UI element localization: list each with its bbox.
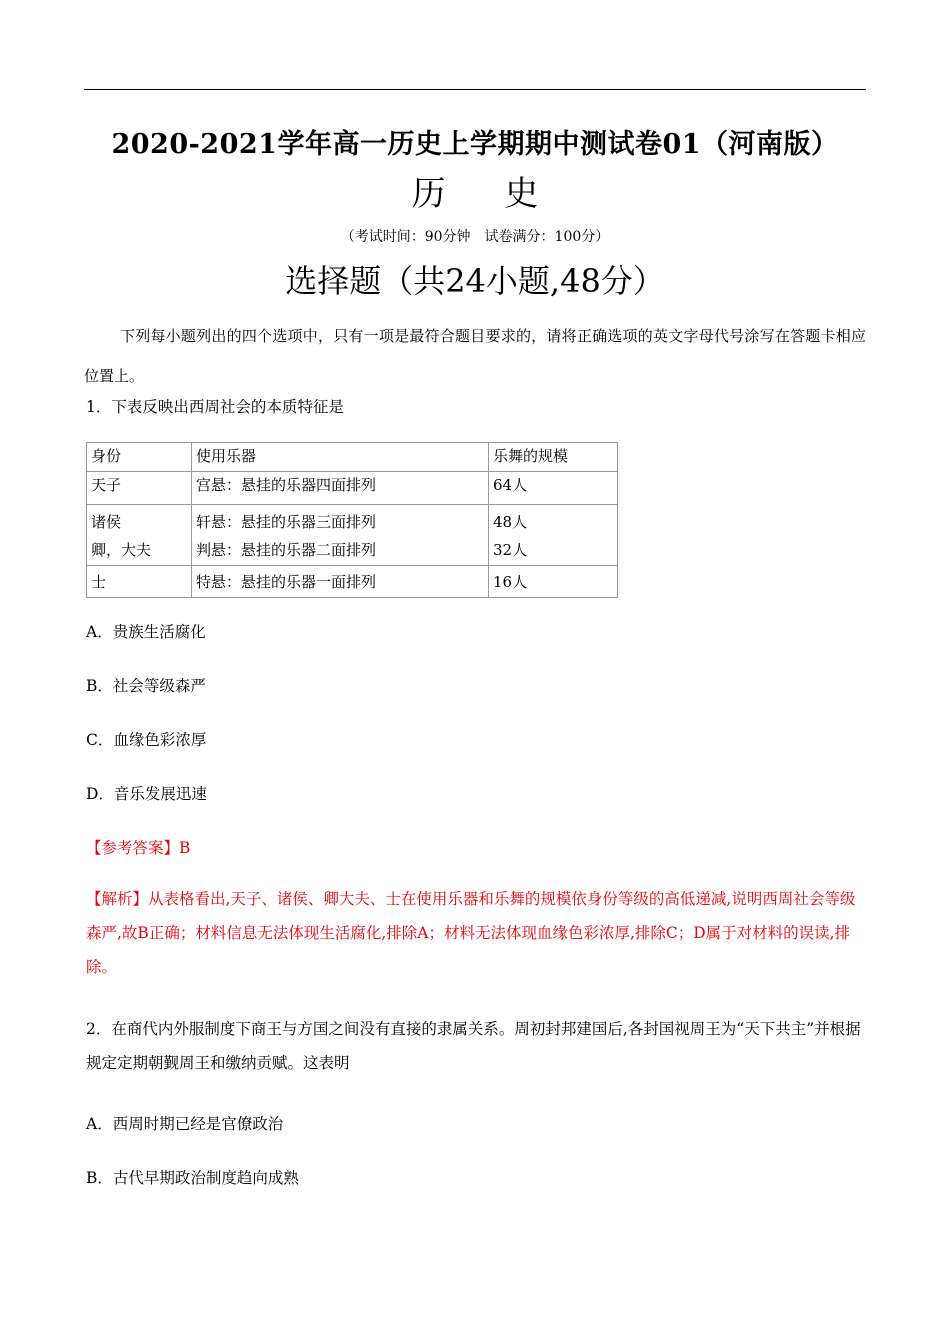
question-1-answer: 【参考答案】B	[86, 839, 191, 857]
table-cell: 宫悬：悬挂的乐器四面排列	[192, 472, 489, 505]
table-header-cell: 乐舞的规模	[489, 443, 618, 472]
table-cell: 诸侯	[87, 505, 192, 538]
table-cell: 16人	[489, 566, 618, 598]
table-cell: 判悬：悬挂的乐器二面排列	[192, 537, 489, 566]
question-1-stem: 1．下表反映出西周社会的本质特征是	[86, 398, 344, 416]
table-cell: 64人	[489, 472, 618, 505]
header-rule	[84, 89, 866, 90]
question-1-option-c: C．血缘色彩浓厚	[86, 731, 207, 749]
exam-title: 2020-2021学年高一历史上学期期中测试卷01（河南版）	[111, 129, 839, 160]
section-instructions: 下列每小题列出的四个选项中，只有一项是最符合题目要求的，请将正确选项的英文字母代号涂写在答题卡相应位置上。	[84, 327, 866, 385]
exam-info: （考试时间：90分钟 试卷满分：100分）	[340, 229, 610, 245]
table-cell: 士	[87, 566, 192, 598]
question-1-option-b: B．社会等级森严	[86, 677, 206, 695]
table-row	[87, 505, 618, 538]
question-1-option-d: D．音乐发展迅速	[86, 785, 207, 803]
subject-title: 历 史	[411, 174, 563, 214]
table-cell: 32人	[489, 537, 618, 566]
question-2-option-b: B．古代早期政治制度趋向成熟	[86, 1169, 299, 1187]
table-cell: 天子	[87, 472, 192, 505]
question-1-table	[86, 442, 618, 598]
table-cell: 轩悬：悬挂的乐器三面排列	[192, 505, 489, 538]
question-2-option-a: A．西周时期已经是官僚政治	[86, 1115, 284, 1133]
question-1-analysis: 【解析】从表格看出,天子、诸侯、卿大夫、士在使用乐器和乐舞的规模依身份等级的高低递减,说明西周社会等级森严,故B正确；材料信息无法体现生活腐化,排除A；材料无法体现血缘色彩浓厚,排除C；D属于对材料的误读,排除。	[86, 890, 856, 976]
table-row	[87, 537, 618, 566]
table-row	[87, 472, 618, 505]
question-2-stem: 2．在商代内外服制度下商王与方国之间没有直接的隶属关系。周初封邦建国后,各封国视周王为“天下共主”并根据规定定期朝觐周王和缴纳贡赋。这表明	[86, 1020, 861, 1072]
table-header-row	[87, 443, 618, 472]
section-title: 选择题（共24小题,48分）	[285, 262, 665, 300]
table-cell: 卿，大夫	[87, 537, 192, 566]
table-cell: 48人	[489, 505, 618, 538]
question-1-option-a: A．贵族生活腐化	[86, 623, 206, 641]
table-row	[87, 566, 618, 598]
table-cell: 特悬：悬挂的乐器一面排列	[192, 566, 489, 598]
table-header-cell: 使用乐器	[192, 443, 489, 472]
table-header-cell: 身份	[87, 443, 192, 472]
